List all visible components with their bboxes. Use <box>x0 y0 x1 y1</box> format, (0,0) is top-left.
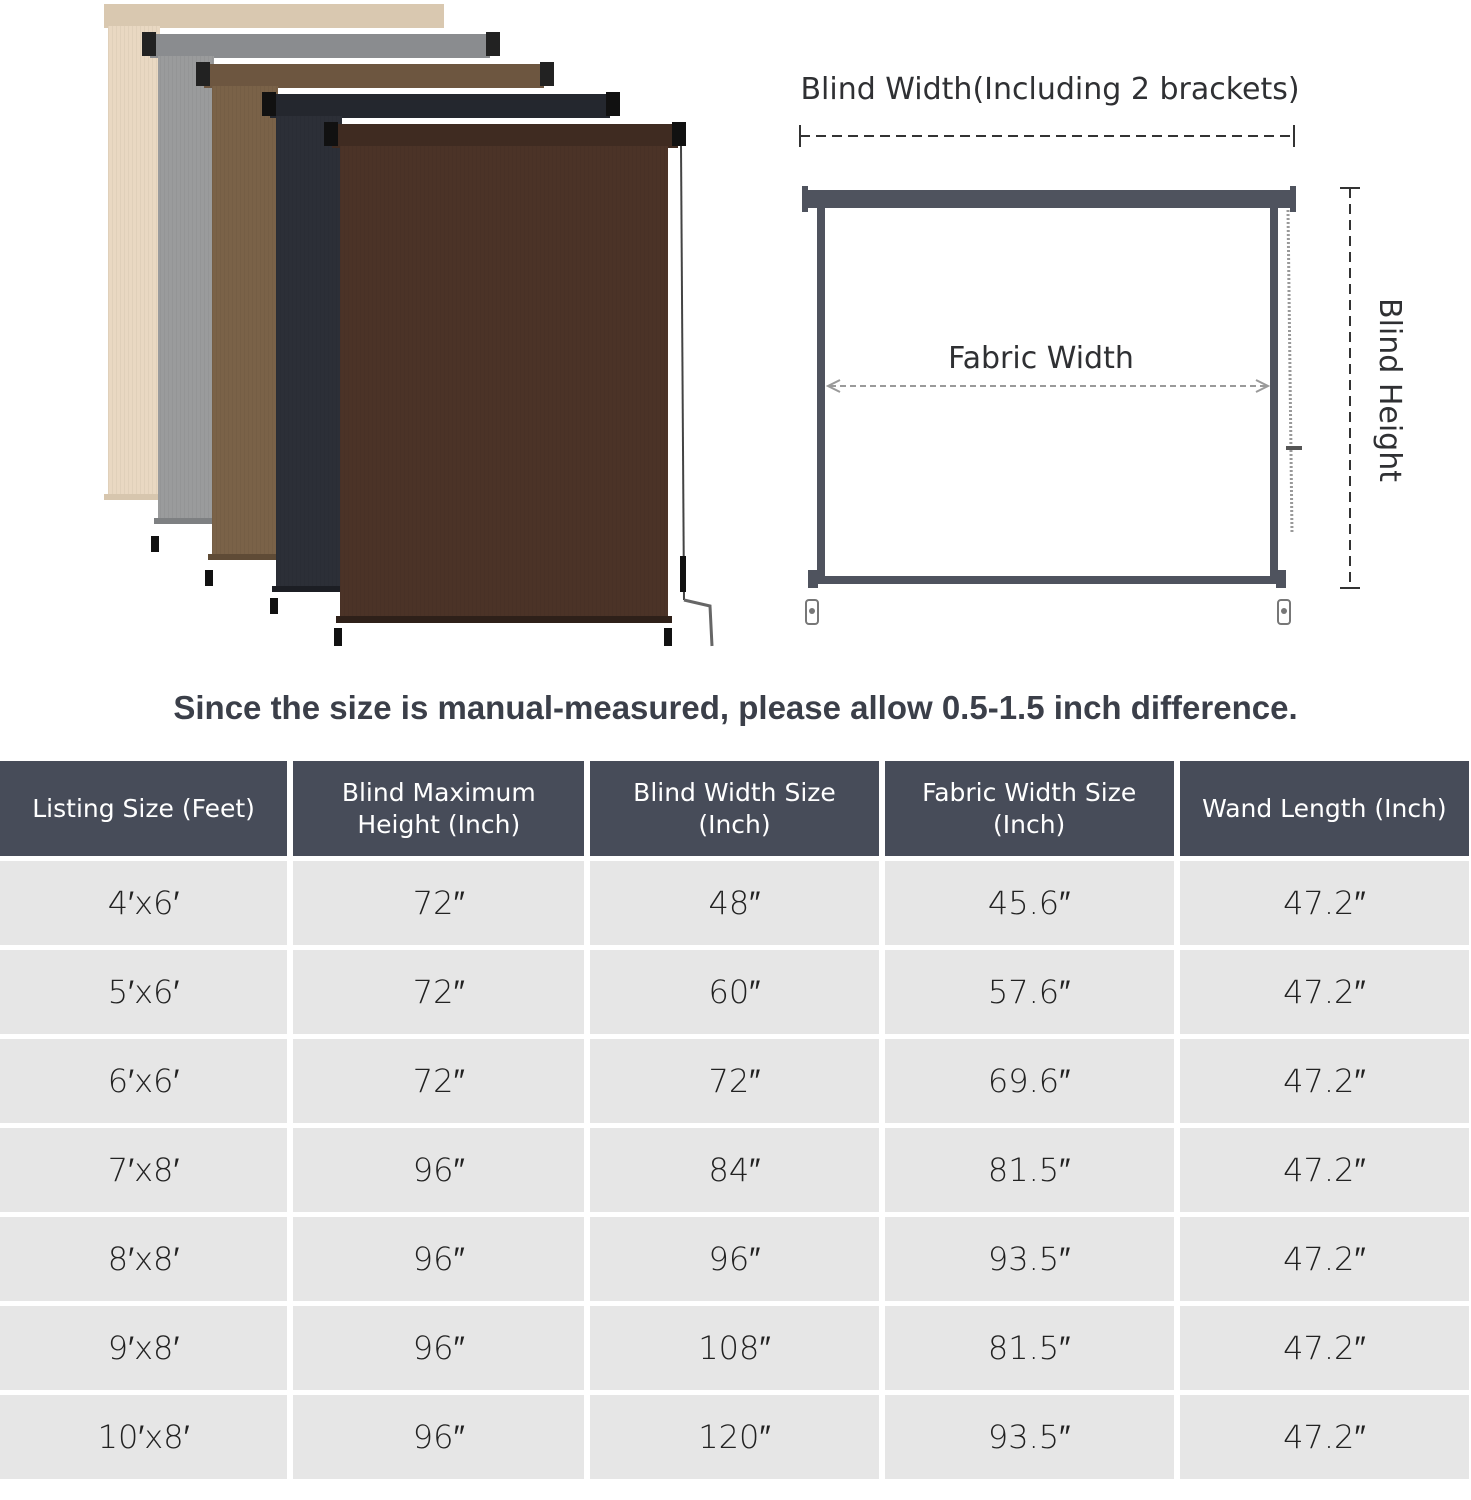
header-listing-size: Listing Size (Feet) <box>0 761 287 856</box>
header-max-height: Blind Maximum Height (Inch) <box>293 761 584 856</box>
cell-listing-size: 10′x8′ <box>0 1395 287 1479</box>
cell-wand-length: 47.2″ <box>1180 950 1469 1034</box>
blind-frame <box>802 186 1302 624</box>
cell-max-height: 72″ <box>293 1039 584 1123</box>
cell-wand-length: 47.2″ <box>1180 861 1469 945</box>
table-row <box>0 1217 1469 1301</box>
fabric-width-label: Fabric Width <box>948 341 1134 376</box>
cell-wand-length: 47.2″ <box>1180 1395 1469 1479</box>
cell-fabric-width: 81.5″ <box>885 1128 1174 1212</box>
cell-fabric-width: 93.5″ <box>885 1217 1174 1301</box>
blind-width-label: Blind Width(Including 2 brackets) <box>800 72 1300 107</box>
cell-max-height: 72″ <box>293 861 584 945</box>
cell-max-height: 72″ <box>293 950 584 1034</box>
cell-max-height: 96″ <box>293 1306 584 1390</box>
cell-listing-size: 4′x6′ <box>0 861 287 945</box>
cell-fabric-width: 57.6″ <box>885 950 1174 1034</box>
blind-sample-stack <box>104 4 712 646</box>
product-illustration <box>0 0 1471 680</box>
bottom-anchor-left <box>806 600 818 624</box>
blind-width-dimension-line <box>800 125 1294 147</box>
cell-blind-width: 108″ <box>590 1306 878 1390</box>
table-row <box>0 1395 1469 1479</box>
cell-wand-length: 47.2″ <box>1180 1128 1469 1212</box>
measurement-notice: Since the size is manual-measured, please allow 0.5-1.5 inch difference. <box>173 689 1298 726</box>
cell-wand-length: 47.2″ <box>1180 1306 1469 1390</box>
bottom-anchor-right <box>1278 600 1290 624</box>
cell-blind-width: 60″ <box>590 950 878 1034</box>
cell-wand-length: 47.2″ <box>1180 1217 1469 1301</box>
cell-fabric-width: 93.5″ <box>885 1395 1174 1479</box>
cell-blind-width: 96″ <box>590 1217 878 1301</box>
cell-blind-width: 84″ <box>590 1128 878 1212</box>
cell-fabric-width: 69.6″ <box>885 1039 1174 1123</box>
table-row <box>0 1306 1469 1390</box>
cell-listing-size: 6′x6′ <box>0 1039 287 1123</box>
fabric-width-dimension-line <box>828 380 1268 392</box>
table-header-row <box>0 761 1469 856</box>
cell-listing-size: 9′x8′ <box>0 1306 287 1390</box>
cell-listing-size: 8′x8′ <box>0 1217 287 1301</box>
cell-max-height: 96″ <box>293 1217 584 1301</box>
header-fabric-width: Fabric Width Size (Inch) <box>885 761 1174 856</box>
table-row <box>0 861 1469 945</box>
cell-blind-width: 48″ <box>590 861 878 945</box>
size-chart-table <box>0 756 1471 1484</box>
table-row <box>0 1128 1469 1212</box>
cell-fabric-width: 45.6″ <box>885 861 1174 945</box>
table-row <box>0 1039 1469 1123</box>
cell-listing-size: 5′x6′ <box>0 950 287 1034</box>
cell-wand-length: 47.2″ <box>1180 1039 1469 1123</box>
header-wand-length: Wand Length (Inch) <box>1180 761 1469 856</box>
table-row <box>0 950 1469 1034</box>
blind-height-dimension-line <box>1340 188 1360 588</box>
blind-height-label: Blind Height <box>1372 297 1407 483</box>
cell-blind-width: 120″ <box>590 1395 878 1479</box>
blind-sample-brown <box>324 122 712 646</box>
cell-max-height: 96″ <box>293 1395 584 1479</box>
header-blind-width: Blind Width Size (Inch) <box>590 761 878 856</box>
dimension-diagram <box>800 72 1407 624</box>
cell-max-height: 96″ <box>293 1128 584 1212</box>
cell-blind-width: 72″ <box>590 1039 878 1123</box>
cell-listing-size: 7′x8′ <box>0 1128 287 1212</box>
cell-fabric-width: 81.5″ <box>885 1306 1174 1390</box>
